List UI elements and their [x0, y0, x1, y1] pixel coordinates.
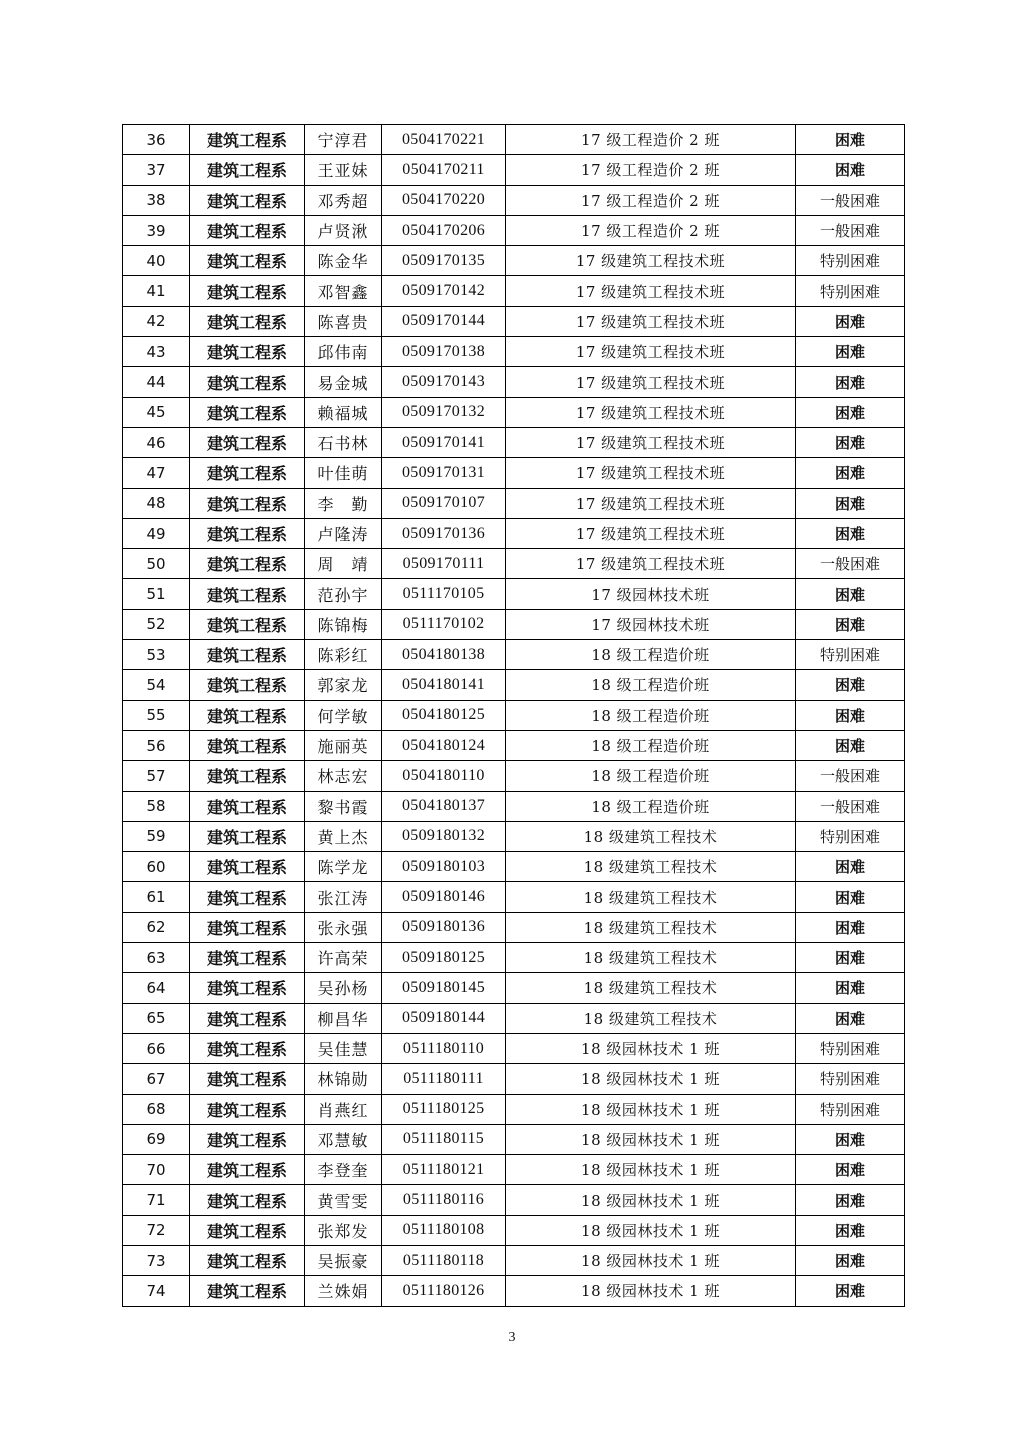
student-name-cell: 陈彩红 — [305, 640, 382, 670]
student-name-cell: 石书林 — [305, 427, 382, 457]
department-cell: 建筑工程系 — [190, 912, 305, 942]
row-number-cell: 64 — [123, 973, 190, 1003]
class-cell: 17 级工程造价 2 班 — [506, 215, 796, 245]
student-name-cell: 卢隆涛 — [305, 518, 382, 548]
department-cell: 建筑工程系 — [190, 973, 305, 1003]
row-number-cell: 70 — [123, 1155, 190, 1185]
table-row — [123, 427, 905, 457]
department-cell: 建筑工程系 — [190, 185, 305, 215]
student-id-cell: 0509170138 — [382, 337, 506, 367]
class-cell: 17 级工程造价 2 班 — [506, 155, 796, 185]
student-name-cell: 宁淳君 — [305, 125, 382, 155]
row-number-cell: 49 — [123, 518, 190, 548]
student-id-cell: 0509170107 — [382, 488, 506, 518]
class-cell: 17 级园林技术班 — [506, 609, 796, 639]
student-id-cell: 0504170221 — [382, 125, 506, 155]
class-cell: 18 级工程造价班 — [506, 670, 796, 700]
difficulty-level-cell: 困难 — [796, 337, 905, 367]
student-name-cell: 陈喜贵 — [305, 306, 382, 336]
difficulty-level-cell: 困难 — [796, 125, 905, 155]
student-name-cell: 施丽英 — [305, 730, 382, 760]
student-id-cell: 0509180132 — [382, 821, 506, 851]
student-id-cell: 0509180145 — [382, 973, 506, 1003]
row-number-cell: 48 — [123, 488, 190, 518]
difficulty-level-cell: 困难 — [796, 518, 905, 548]
difficulty-level-cell: 特别困难 — [796, 821, 905, 851]
student-id-cell: 0509170143 — [382, 367, 506, 397]
department-cell: 建筑工程系 — [190, 518, 305, 548]
student-name-cell: 何学敏 — [305, 700, 382, 730]
department-cell: 建筑工程系 — [190, 276, 305, 306]
table-row — [123, 670, 905, 700]
class-cell: 17 级建筑工程技术班 — [506, 246, 796, 276]
department-cell: 建筑工程系 — [190, 306, 305, 336]
student-id-cell: 0509180146 — [382, 882, 506, 912]
row-number-cell: 74 — [123, 1276, 190, 1306]
table-row — [123, 488, 905, 518]
difficulty-level-cell: 一般困难 — [796, 761, 905, 791]
class-cell: 17 级建筑工程技术班 — [506, 276, 796, 306]
class-cell: 18 级工程造价班 — [506, 791, 796, 821]
student-id-cell: 0509170135 — [382, 246, 506, 276]
student-name-cell: 黄上杰 — [305, 821, 382, 851]
row-number-cell: 62 — [123, 912, 190, 942]
student-name-cell: 周 靖 — [305, 549, 382, 579]
row-number-cell: 54 — [123, 670, 190, 700]
table-row — [123, 640, 905, 670]
table-row — [123, 1124, 905, 1154]
table-row — [123, 518, 905, 548]
student-id-cell: 0509180136 — [382, 912, 506, 942]
difficulty-level-cell: 困难 — [796, 882, 905, 912]
student-id-cell: 0509170132 — [382, 397, 506, 427]
difficulty-level-cell: 困难 — [796, 579, 905, 609]
student-id-cell: 0511180125 — [382, 1094, 506, 1124]
table-row — [123, 579, 905, 609]
row-number-cell: 71 — [123, 1185, 190, 1215]
class-cell: 17 级园林技术班 — [506, 579, 796, 609]
difficulty-level-cell: 困难 — [796, 1276, 905, 1306]
difficulty-level-cell: 特别困难 — [796, 1094, 905, 1124]
table-row — [123, 215, 905, 245]
row-number-cell: 69 — [123, 1124, 190, 1154]
table-row — [123, 1003, 905, 1033]
student-id-cell: 0504170220 — [382, 185, 506, 215]
table-row — [123, 1185, 905, 1215]
student-name-cell: 林志宏 — [305, 761, 382, 791]
student-id-cell: 0509180103 — [382, 852, 506, 882]
department-cell: 建筑工程系 — [190, 821, 305, 851]
student-name-cell: 林锦勋 — [305, 1064, 382, 1094]
difficulty-level-cell: 困难 — [796, 1215, 905, 1245]
row-number-cell: 55 — [123, 700, 190, 730]
student-id-cell: 0511180115 — [382, 1124, 506, 1154]
department-cell: 建筑工程系 — [190, 125, 305, 155]
student-name-cell: 郭家龙 — [305, 670, 382, 700]
student-name-cell: 陈锦梅 — [305, 609, 382, 639]
department-cell: 建筑工程系 — [190, 1033, 305, 1063]
department-cell: 建筑工程系 — [190, 549, 305, 579]
difficulty-level-cell: 困难 — [796, 912, 905, 942]
table-row — [123, 700, 905, 730]
table-row — [123, 549, 905, 579]
department-cell: 建筑工程系 — [190, 337, 305, 367]
student-id-cell: 0509170136 — [382, 518, 506, 548]
row-number-cell: 43 — [123, 337, 190, 367]
table-row — [123, 821, 905, 851]
row-number-cell: 53 — [123, 640, 190, 670]
difficulty-level-cell: 困难 — [796, 609, 905, 639]
student-name-cell: 黄雪雯 — [305, 1185, 382, 1215]
student-id-cell: 0504180137 — [382, 791, 506, 821]
student-name-cell: 李登奎 — [305, 1155, 382, 1185]
row-number-cell: 45 — [123, 397, 190, 427]
class-cell: 18 级建筑工程技术 — [506, 1003, 796, 1033]
table-row — [123, 155, 905, 185]
department-cell: 建筑工程系 — [190, 882, 305, 912]
class-cell: 18 级园林技术 1 班 — [506, 1094, 796, 1124]
difficulty-level-cell: 困难 — [796, 1124, 905, 1154]
department-cell: 建筑工程系 — [190, 609, 305, 639]
department-cell: 建筑工程系 — [190, 1215, 305, 1245]
class-cell: 18 级工程造价班 — [506, 730, 796, 760]
department-cell: 建筑工程系 — [190, 1064, 305, 1094]
student-name-cell: 兰姝娟 — [305, 1276, 382, 1306]
student-name-cell: 许高荣 — [305, 943, 382, 973]
department-cell: 建筑工程系 — [190, 155, 305, 185]
student-name-cell: 赖福城 — [305, 397, 382, 427]
difficulty-level-cell: 困难 — [796, 1185, 905, 1215]
table-row — [123, 730, 905, 760]
class-cell: 18 级工程造价班 — [506, 761, 796, 791]
student-id-cell: 0511180118 — [382, 1245, 506, 1275]
student-name-cell: 邱伟南 — [305, 337, 382, 367]
department-cell: 建筑工程系 — [190, 852, 305, 882]
row-number-cell: 40 — [123, 246, 190, 276]
class-cell: 17 级建筑工程技术班 — [506, 397, 796, 427]
difficulty-level-cell: 困难 — [796, 973, 905, 1003]
department-cell: 建筑工程系 — [190, 791, 305, 821]
row-number-cell: 51 — [123, 579, 190, 609]
class-cell: 18 级园林技术 1 班 — [506, 1276, 796, 1306]
department-cell: 建筑工程系 — [190, 579, 305, 609]
difficulty-level-cell: 困难 — [796, 730, 905, 760]
department-cell: 建筑工程系 — [190, 246, 305, 276]
student-id-cell: 0509170142 — [382, 276, 506, 306]
department-cell: 建筑工程系 — [190, 700, 305, 730]
table-row — [123, 367, 905, 397]
student-id-cell: 0504180124 — [382, 730, 506, 760]
row-number-cell: 59 — [123, 821, 190, 851]
student-name-cell: 吴孙杨 — [305, 973, 382, 1003]
row-number-cell: 46 — [123, 427, 190, 457]
table-row — [123, 1064, 905, 1094]
department-cell: 建筑工程系 — [190, 427, 305, 457]
student-id-cell: 0509170131 — [382, 458, 506, 488]
student-name-cell: 吴佳慧 — [305, 1033, 382, 1063]
row-number-cell: 58 — [123, 791, 190, 821]
class-cell: 17 级建筑工程技术班 — [506, 306, 796, 336]
row-number-cell: 65 — [123, 1003, 190, 1033]
difficulty-level-cell: 特别困难 — [796, 276, 905, 306]
table-row — [123, 852, 905, 882]
row-number-cell: 37 — [123, 155, 190, 185]
class-cell: 18 级园林技术 1 班 — [506, 1124, 796, 1154]
class-cell: 17 级建筑工程技术班 — [506, 518, 796, 548]
table-row — [123, 609, 905, 639]
class-cell: 17 级建筑工程技术班 — [506, 458, 796, 488]
class-cell: 18 级建筑工程技术 — [506, 973, 796, 1003]
difficulty-level-cell: 困难 — [796, 670, 905, 700]
row-number-cell: 57 — [123, 761, 190, 791]
department-cell: 建筑工程系 — [190, 397, 305, 427]
department-cell: 建筑工程系 — [190, 730, 305, 760]
student-name-cell: 邓秀超 — [305, 185, 382, 215]
table-row — [123, 306, 905, 336]
difficulty-level-cell: 一般困难 — [796, 185, 905, 215]
difficulty-level-cell: 困难 — [796, 852, 905, 882]
table-row — [123, 337, 905, 367]
table-row — [123, 791, 905, 821]
department-cell: 建筑工程系 — [190, 1155, 305, 1185]
class-cell: 18 级建筑工程技术 — [506, 821, 796, 851]
class-cell: 18 级建筑工程技术 — [506, 912, 796, 942]
difficulty-level-cell: 困难 — [796, 1245, 905, 1275]
department-cell: 建筑工程系 — [190, 1003, 305, 1033]
student-id-cell: 0511180110 — [382, 1033, 506, 1063]
table-row — [123, 1215, 905, 1245]
student-name-cell: 王亚妹 — [305, 155, 382, 185]
student-id-cell: 0509180125 — [382, 943, 506, 973]
class-cell: 18 级园林技术 1 班 — [506, 1064, 796, 1094]
row-number-cell: 36 — [123, 125, 190, 155]
class-cell: 18 级工程造价班 — [506, 640, 796, 670]
table-row — [123, 458, 905, 488]
row-number-cell: 67 — [123, 1064, 190, 1094]
student-name-cell: 易金城 — [305, 367, 382, 397]
department-cell: 建筑工程系 — [190, 458, 305, 488]
department-cell: 建筑工程系 — [190, 1124, 305, 1154]
class-cell: 18 级园林技术 1 班 — [506, 1245, 796, 1275]
table-row — [123, 912, 905, 942]
difficulty-level-cell: 特别困难 — [796, 640, 905, 670]
difficulty-level-cell: 一般困难 — [796, 215, 905, 245]
row-number-cell: 61 — [123, 882, 190, 912]
difficulty-level-cell: 困难 — [796, 943, 905, 973]
row-number-cell: 44 — [123, 367, 190, 397]
row-number-cell: 42 — [123, 306, 190, 336]
class-cell: 18 级园林技术 1 班 — [506, 1155, 796, 1185]
student-name-cell: 张郑发 — [305, 1215, 382, 1245]
department-cell: 建筑工程系 — [190, 215, 305, 245]
student-id-cell: 0511180126 — [382, 1276, 506, 1306]
student-id-cell: 0511180121 — [382, 1155, 506, 1185]
student-id-cell: 0504180141 — [382, 670, 506, 700]
class-cell: 17 级建筑工程技术班 — [506, 488, 796, 518]
class-cell: 17 级建筑工程技术班 — [506, 367, 796, 397]
student-id-cell: 0511180111 — [382, 1064, 506, 1094]
class-cell: 18 级园林技术 1 班 — [506, 1033, 796, 1063]
difficulty-level-cell: 困难 — [796, 397, 905, 427]
student-id-cell: 0511170105 — [382, 579, 506, 609]
difficulty-level-cell: 困难 — [796, 427, 905, 457]
student-id-cell: 0509180144 — [382, 1003, 506, 1033]
row-number-cell: 72 — [123, 1215, 190, 1245]
student-id-cell: 0509170111 — [382, 549, 506, 579]
department-cell: 建筑工程系 — [190, 367, 305, 397]
student-name-cell: 张永强 — [305, 912, 382, 942]
table-row — [123, 1033, 905, 1063]
difficulty-level-cell: 困难 — [796, 1003, 905, 1033]
department-cell: 建筑工程系 — [190, 761, 305, 791]
class-cell: 18 级园林技术 1 班 — [506, 1215, 796, 1245]
table-row — [123, 185, 905, 215]
student-id-cell: 0504180138 — [382, 640, 506, 670]
department-cell: 建筑工程系 — [190, 1276, 305, 1306]
class-cell: 17 级工程造价 2 班 — [506, 185, 796, 215]
student-name-cell: 陈学龙 — [305, 852, 382, 882]
student-name-cell: 邓慧敏 — [305, 1124, 382, 1154]
student-name-cell: 叶佳萌 — [305, 458, 382, 488]
row-number-cell: 38 — [123, 185, 190, 215]
row-number-cell: 39 — [123, 215, 190, 245]
table-row — [123, 943, 905, 973]
table-row — [123, 882, 905, 912]
difficulty-level-cell: 困难 — [796, 155, 905, 185]
row-number-cell: 41 — [123, 276, 190, 306]
class-cell: 17 级建筑工程技术班 — [506, 337, 796, 367]
page-number: 3 — [508, 1330, 516, 1345]
department-cell: 建筑工程系 — [190, 1245, 305, 1275]
class-cell: 18 级园林技术 1 班 — [506, 1185, 796, 1215]
student-name-cell: 邓智鑫 — [305, 276, 382, 306]
class-cell: 18 级工程造价班 — [506, 700, 796, 730]
row-number-cell: 60 — [123, 852, 190, 882]
difficulty-level-cell: 困难 — [796, 700, 905, 730]
difficulty-level-cell: 一般困难 — [796, 791, 905, 821]
table-row — [123, 276, 905, 306]
row-number-cell: 56 — [123, 730, 190, 760]
difficulty-level-cell: 特别困难 — [796, 1064, 905, 1094]
student-name-cell: 黎书霞 — [305, 791, 382, 821]
department-cell: 建筑工程系 — [190, 1094, 305, 1124]
student-id-cell: 0511180108 — [382, 1215, 506, 1245]
student-id-cell: 0509170141 — [382, 427, 506, 457]
class-cell: 18 级建筑工程技术 — [506, 882, 796, 912]
difficulty-level-cell: 困难 — [796, 488, 905, 518]
class-cell: 18 级建筑工程技术 — [506, 852, 796, 882]
difficulty-level-cell: 困难 — [796, 306, 905, 336]
student-id-cell: 0509170144 — [382, 306, 506, 336]
table-row — [123, 246, 905, 276]
student-id-cell: 0511170102 — [382, 609, 506, 639]
student-id-cell: 0504170211 — [382, 155, 506, 185]
student-name-cell: 柳昌华 — [305, 1003, 382, 1033]
row-number-cell: 47 — [123, 458, 190, 488]
row-number-cell: 52 — [123, 609, 190, 639]
table-row — [123, 1094, 905, 1124]
table-row — [123, 973, 905, 1003]
student-aid-table — [122, 124, 905, 1307]
row-number-cell: 68 — [123, 1094, 190, 1124]
student-name-cell: 肖燕红 — [305, 1094, 382, 1124]
table-row — [123, 761, 905, 791]
table-row — [123, 397, 905, 427]
difficulty-level-cell: 困难 — [796, 1155, 905, 1185]
difficulty-level-cell: 困难 — [796, 367, 905, 397]
table-row — [123, 1276, 905, 1306]
table-row — [123, 125, 905, 155]
class-cell: 17 级工程造价 2 班 — [506, 125, 796, 155]
student-name-cell: 吴振豪 — [305, 1245, 382, 1275]
difficulty-level-cell: 特别困难 — [796, 1033, 905, 1063]
department-cell: 建筑工程系 — [190, 488, 305, 518]
class-cell: 18 级建筑工程技术 — [506, 943, 796, 973]
student-id-cell: 0504180110 — [382, 761, 506, 791]
table-row — [123, 1155, 905, 1185]
department-cell: 建筑工程系 — [190, 670, 305, 700]
department-cell: 建筑工程系 — [190, 943, 305, 973]
student-id-cell: 0511180116 — [382, 1185, 506, 1215]
difficulty-level-cell: 困难 — [796, 458, 905, 488]
difficulty-level-cell: 特别困难 — [796, 246, 905, 276]
student-id-cell: 0504170206 — [382, 215, 506, 245]
student-name-cell: 陈金华 — [305, 246, 382, 276]
student-name-cell: 张江涛 — [305, 882, 382, 912]
department-cell: 建筑工程系 — [190, 640, 305, 670]
table-row — [123, 1245, 905, 1275]
student-name-cell: 李 勤 — [305, 488, 382, 518]
row-number-cell: 50 — [123, 549, 190, 579]
class-cell: 17 级建筑工程技术班 — [506, 549, 796, 579]
row-number-cell: 63 — [123, 943, 190, 973]
row-number-cell: 73 — [123, 1245, 190, 1275]
class-cell: 17 级建筑工程技术班 — [506, 427, 796, 457]
student-id-cell: 0504180125 — [382, 700, 506, 730]
table-body — [123, 125, 905, 1307]
student-name-cell: 范孙宇 — [305, 579, 382, 609]
row-number-cell: 66 — [123, 1033, 190, 1063]
difficulty-level-cell: 一般困难 — [796, 549, 905, 579]
department-cell: 建筑工程系 — [190, 1185, 305, 1215]
student-name-cell: 卢贤湫 — [305, 215, 382, 245]
